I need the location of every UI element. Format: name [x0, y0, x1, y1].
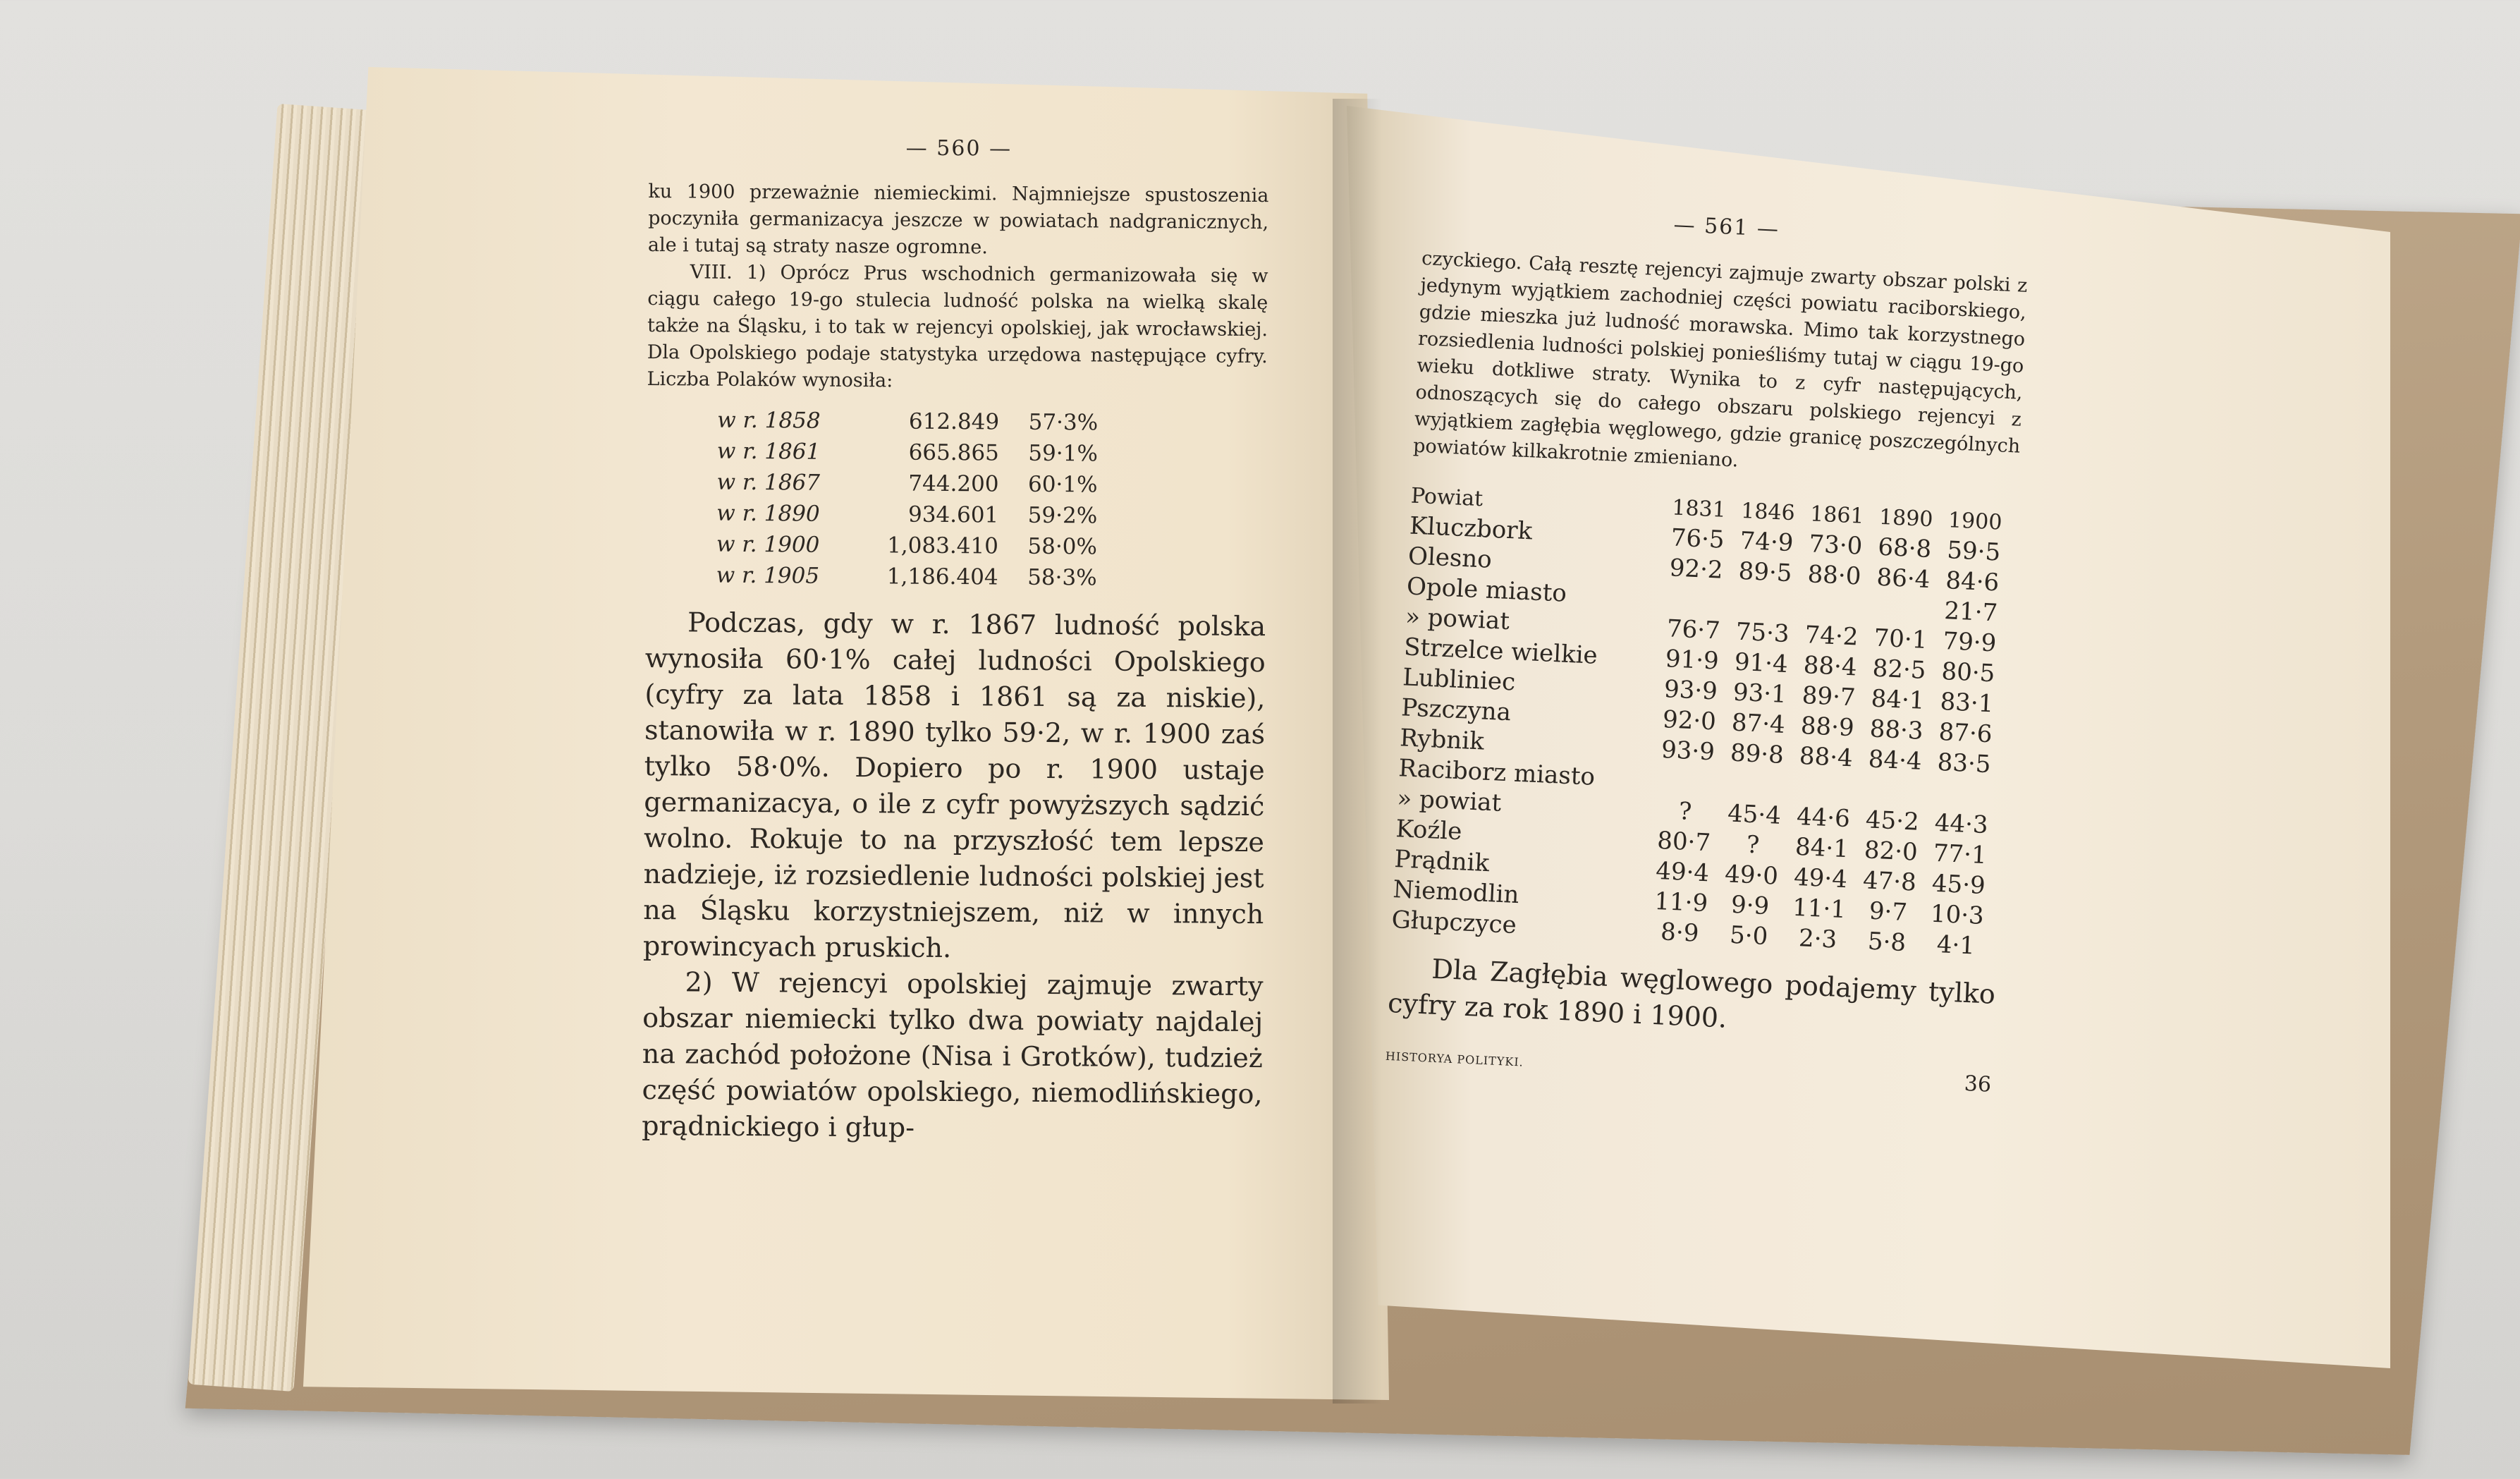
row-value: 86·4	[1876, 563, 1931, 595]
left-page-text	[642, 134, 1269, 1148]
book-gutter	[1333, 99, 1382, 1404]
census-row	[716, 529, 1266, 564]
row-value: 45·2	[1865, 805, 1920, 836]
right-page-text	[1385, 201, 2030, 1097]
row-value: 89·7	[1801, 681, 1857, 712]
row-value: 4·1	[1935, 930, 1976, 961]
row-value: 83·5	[1936, 748, 1992, 779]
row-powiat-name: » powiat	[1405, 602, 1510, 636]
row-powiat-name: Niemodlin	[1392, 875, 1520, 910]
census-count: 665.865	[908, 439, 999, 466]
row-value: 11·1	[1792, 893, 1847, 925]
census-year: w r. 1900	[716, 531, 820, 558]
row-powiat-name: Opole miasto	[1406, 572, 1567, 608]
row-value: 79·9	[1942, 627, 1998, 658]
row-value: 84·1	[1794, 832, 1849, 864]
paragraph-podczas: Podczas, gdy w r. 1867 ludność polska wynosiła 60·1% całej ludności Opolskiego (cyfry za lata 1858 i 1861 są za niskie), stanowiła w r. 1890 tylko 59·2, w r. 1900 zaś tylko 58·0%. Dopiero po r. 1900 ustaje germanizacya, o ile z cyfr powyższych sądzić wolno. Rokuje to na przyszłość tem lepsze nadzieje, iż rozsiedlenie ludności polskiej jest na Śląsku korzystniejszem, niż w innych prowincyach pruskich.	[642, 607, 1266, 964]
census-row	[716, 467, 1266, 501]
row-powiat-name: » powiat	[1396, 784, 1503, 817]
census-count: 744.200	[908, 470, 999, 497]
census-count: 1,186.404	[886, 564, 998, 590]
row-value: 74·2	[1804, 621, 1859, 652]
row-value: 88·9	[1800, 712, 1855, 743]
row-value: 49·4	[1655, 856, 1710, 888]
census-count: 934.601	[907, 501, 999, 528]
row-value	[1859, 774, 1929, 808]
row-powiat-name: Pszczyna	[1400, 693, 1512, 727]
row-value	[1928, 777, 1998, 810]
row-powiat-name: Koźle	[1395, 815, 1463, 846]
row-value: 10·3	[1930, 899, 1985, 931]
page-number-left: — 560 —	[905, 135, 1013, 162]
row-value: 11·9	[1653, 887, 1708, 918]
footer-title: HISTORYA POLITYKI.	[1385, 1049, 1524, 1069]
census-count: 1,083.410	[887, 532, 999, 559]
row-value: 47·8	[1862, 866, 1917, 897]
row-value: 9·9	[1730, 890, 1770, 921]
header-year: 1861	[1809, 501, 1865, 529]
row-value: 49·0	[1724, 860, 1779, 891]
row-value: 80·7	[1656, 826, 1711, 858]
row-value: 45·4	[1727, 799, 1782, 830]
census-year: w r. 1905	[716, 562, 820, 589]
header-year: 1890	[1878, 504, 1934, 532]
row-value: 73·0	[1808, 530, 1864, 561]
row-powiat-name: Strzelce wielkie	[1403, 633, 1598, 670]
row-value: 84·6	[1945, 566, 2000, 597]
row-value	[1660, 583, 1730, 616]
row-powiat-name: Olesno	[1407, 542, 1493, 574]
census-percent: 59·2%	[1027, 502, 1098, 529]
row-value: 44·3	[1933, 808, 1989, 840]
left-intro-paragraph: ku 1900 przeważnie niemieckimi. Najmniejsze spustoszenia poczyniła germanizacya jeszcze w powiatach nadgranicznych, ale i tutaj są straty nasze ogromne.	[647, 180, 1269, 259]
row-value: 88·4	[1799, 741, 1854, 773]
row-value: 49·4	[1793, 863, 1848, 894]
row-value: 89·8	[1730, 738, 1785, 769]
census-row	[716, 560, 1266, 595]
row-value	[1790, 771, 1860, 804]
census-percent: 58·0%	[1027, 533, 1098, 560]
row-powiat-name: Prądnik	[1393, 845, 1490, 878]
census-row	[716, 498, 1266, 532]
row-value: 9·7	[1868, 896, 1908, 927]
row-value: 87·4	[1731, 708, 1786, 739]
row-value: 44·6	[1796, 802, 1851, 834]
signature-mark: 36	[1964, 1071, 1992, 1097]
row-value: 92·0	[1662, 705, 1717, 736]
row-value: 92·2	[1668, 554, 1724, 585]
row-value: 5·0	[1729, 920, 1769, 951]
row-value: 59·5	[1946, 536, 2001, 567]
row-value: 84·4	[1867, 745, 1923, 776]
row-value: 83·1	[1939, 687, 1995, 719]
census-count: 612.849	[908, 408, 1000, 435]
header-powiat: Powiat	[1410, 483, 1484, 512]
header-year: 1831	[1671, 495, 1727, 523]
row-value: 84·1	[1870, 684, 1926, 715]
census-percent: 58·3%	[1027, 564, 1097, 591]
row-powiat-name: Raciborz miasto	[1397, 754, 1596, 791]
row-value: 88·3	[1868, 714, 1924, 745]
census-row	[717, 405, 1267, 439]
row-value: 77·1	[1933, 839, 1988, 870]
row-powiat-name: Głupczyce	[1390, 905, 1517, 939]
row-value: 93·1	[1732, 678, 1787, 709]
row-value	[1720, 768, 1791, 801]
row-value: ?	[1746, 830, 1761, 860]
row-value	[1867, 592, 1938, 626]
powiat-table	[1391, 481, 2017, 963]
row-value: 82·5	[1871, 654, 1927, 685]
census-year: w r. 1867	[716, 469, 821, 496]
row-value: 82·0	[1864, 836, 1919, 867]
row-value: 91·4	[1734, 647, 1789, 679]
row-value: 45·9	[1931, 869, 1986, 901]
row-value: 88·0	[1806, 560, 1862, 591]
row-value: 91·9	[1665, 645, 1720, 676]
census-year: w r. 1858	[717, 407, 821, 434]
row-value	[1798, 590, 1868, 623]
census-row	[717, 436, 1267, 470]
row-value: ?	[1678, 797, 1693, 827]
census-table	[716, 405, 1267, 595]
row-value: 76·7	[1666, 614, 1721, 645]
row-value: 21·7	[1943, 597, 1999, 628]
right-intro-paragraph: czyckiego. Całą resztę rejencyi zajmuje zwarty obszar polski z jedynym wyjątkiem zachodniej części powiatu raciborskiego, gdzie mieszka już ludność morawska. Mimo tak korzystnego rozsiedlenia ludności polskiej ponieśliśmy tutaj w ciągu 19-go wieku dotkliwe straty. Wynika to z cyfr następujących, odnoszących się do całego obszaru polskiego rejencyi z wyjątkiem zagłębia węglowego, gdzie granicę poszczególnych powiatów kilkakrotnie zmieniano.	[1412, 247, 2029, 472]
row-value	[1651, 765, 1722, 798]
census-year: w r. 1861	[716, 438, 821, 465]
row-value: 76·5	[1670, 523, 1725, 554]
row-powiat-name: Rybnik	[1399, 724, 1485, 756]
row-value: 2·3	[1798, 924, 1838, 954]
row-value: 80·5	[1940, 657, 1996, 688]
header-year: 1846	[1740, 498, 1796, 526]
census-percent: 59·1%	[1028, 440, 1098, 467]
section-viii-paragraph: VIII. 1) Oprócz Prus wschodnich germanizowała się w ciągu całego 19-go stulecia ludność polska na wielką skalę także na Śląsku, i to tak w rejencyi opolskiej, jak wrocławskiej. Dla Opolskiego podaje statystyka urzędowa następujące cyfry. Liczba Polaków wynosiła:	[647, 261, 1268, 392]
row-value: 89·5	[1737, 556, 1793, 588]
closing-paragraph: Dla Zagłębia węglowego podajemy tylko cyfry za rok 1890 i 1900.	[1387, 953, 1996, 1034]
row-powiat-name: Lubliniec	[1402, 663, 1517, 697]
row-value: 75·3	[1735, 617, 1790, 649]
row-value: 93·9	[1663, 675, 1718, 706]
row-value: 8·9	[1660, 918, 1700, 948]
row-value: 74·9	[1739, 526, 1794, 558]
row-value	[1729, 586, 1799, 619]
census-percent: 60·1%	[1027, 471, 1098, 498]
paragraph-2: 2) W rejencyi opolskiej zajmuje zwarty obszar niemiecki tylko dwa powiaty najdalej na zachód położone (Nisa i Grotków), tudzież część powiatów opolskiego, niemodlińskiego, prądnickiego i głup-	[642, 966, 1264, 1143]
row-value: 88·4	[1802, 651, 1858, 682]
row-powiat-name: Kluczbork	[1409, 511, 1534, 546]
row-value: 93·9	[1660, 736, 1715, 767]
census-percent: 57·3%	[1028, 409, 1099, 436]
page-number-right: — 561 —	[1672, 212, 1780, 242]
row-value: 70·1	[1873, 623, 1928, 655]
table-body	[1391, 511, 2016, 963]
row-value: 68·8	[1877, 532, 1933, 564]
row-value: 5·8	[1867, 927, 1907, 958]
header-year: 1900	[1947, 508, 2003, 535]
row-value: 87·6	[1938, 717, 1993, 749]
census-year: w r. 1890	[716, 500, 820, 527]
